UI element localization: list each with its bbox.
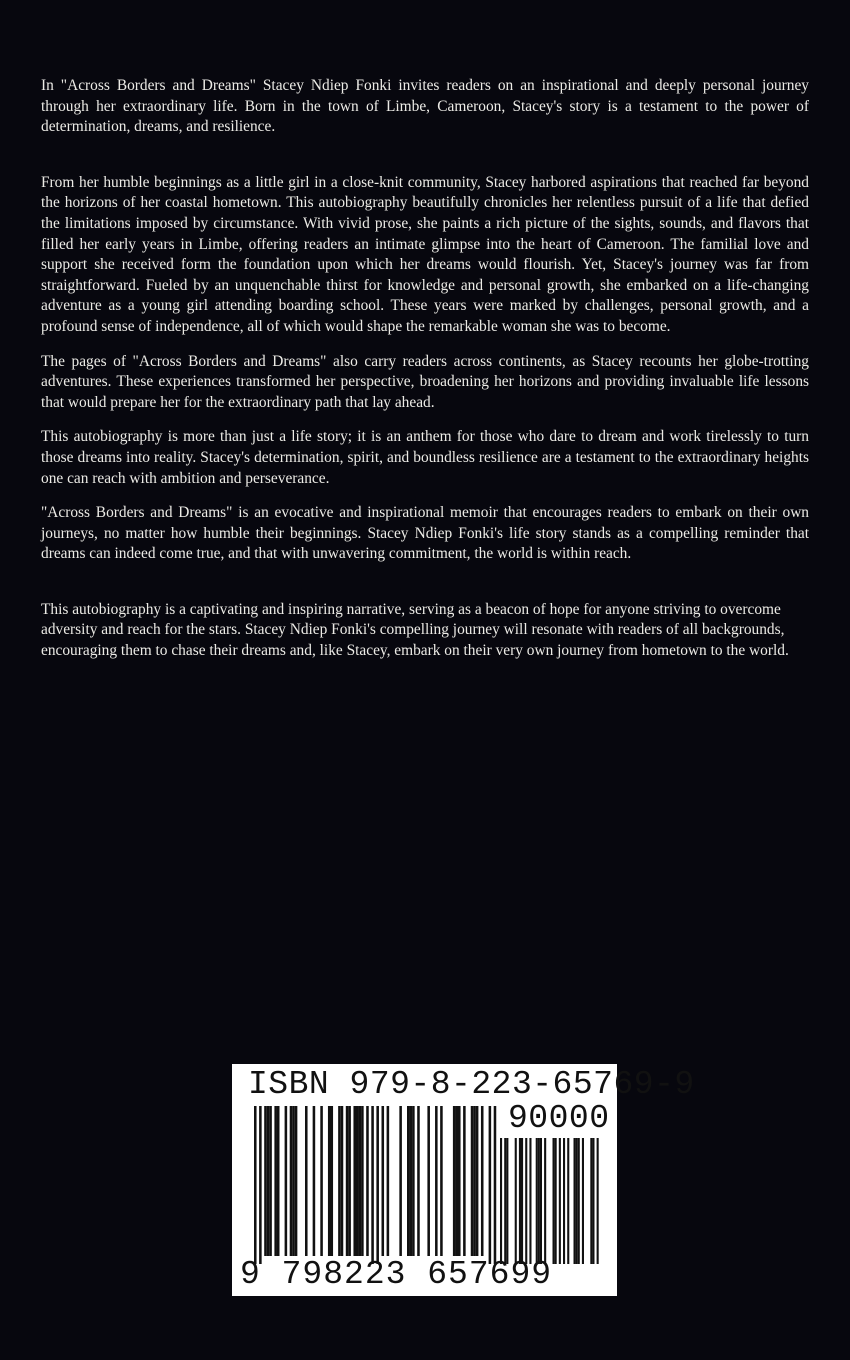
barcode-bar [582, 1138, 584, 1264]
barcode-bar [341, 1106, 344, 1256]
barcode-bar [471, 1106, 474, 1256]
barcode-bar [366, 1106, 369, 1256]
barcode-bar [515, 1138, 517, 1264]
barcode-bar [407, 1106, 410, 1256]
barcode-bar [476, 1106, 479, 1256]
blurb-paragraph-2: From her humble beginnings as a little girl in a close-knit community, Stacey harbored aspirations that reached far beyond the horizons of her coastal hometown. This autobiography beautifully chronicles her relentless pursuit of a life that defied the limitations imposed by circumstance. With vivid prose, she paints a rich picture of the sights, sounds, and flavors that filled her early years in Limbe, offering readers an intimate glimpse into the heart of Cameroon. The familial love and support she received form the foundation upon which her dreams would flourish. Yet, Stacey's journey was far from straightforward. Fueled by an unquenchable thirst for knowledge and personal growth, she embarked on a life-changing adventure as a young girl attending boarding school. These years were marked by challenges, personal growth, and a profound sense of independence, all of which would shape the remarkable woman she was to become. [41, 173, 809, 335]
barcode-bar [277, 1106, 280, 1256]
barcode-bar [356, 1106, 359, 1256]
barcode-bar [504, 1138, 506, 1264]
barcode-bar [500, 1138, 502, 1264]
barcode-bar [481, 1106, 484, 1256]
barcode-bar [458, 1106, 461, 1256]
barcode-bar [353, 1106, 356, 1256]
barcode-bar [592, 1138, 594, 1264]
barcode-bar [259, 1106, 262, 1264]
addon-bars [500, 1138, 599, 1264]
barcode-bar [576, 1138, 578, 1264]
barcode-bar [440, 1106, 443, 1256]
barcode-bar [559, 1138, 561, 1264]
barcode-bar [292, 1106, 295, 1256]
barcode-bar [290, 1106, 293, 1256]
blurb-paragraph-3: The pages of "Across Borders and Dreams" also carry readers across continents, as Stacey recounts her globe-trotting adventures. These experiences transformed her perspective, broadening her horizons and providing invaluable life lessons that would prepare her for the extraordinary path that lay ahead. [41, 352, 809, 411]
barcode-bar [417, 1106, 420, 1256]
barcode-bar [320, 1106, 323, 1256]
barcode-bar [387, 1106, 390, 1256]
barcode-bar [338, 1106, 341, 1256]
barcode-bar [264, 1106, 267, 1256]
barcode-bar [506, 1138, 508, 1264]
barcode-bar [529, 1138, 531, 1264]
barcode-bar [305, 1106, 308, 1256]
barcode-bar [285, 1106, 288, 1256]
barcode-bar [346, 1106, 349, 1256]
barcode-bar [269, 1106, 272, 1256]
barcode-bar [563, 1138, 565, 1264]
barcode-bar [348, 1106, 351, 1256]
barcode-bar [494, 1106, 497, 1264]
barcode-bar [525, 1138, 527, 1264]
barcode-bar [597, 1138, 599, 1264]
barcode-bar [453, 1106, 456, 1256]
barcode-bar [519, 1138, 521, 1264]
barcode-bar [382, 1106, 385, 1256]
isbn-label: ISBN 979-8-223-65769-9 [248, 1066, 695, 1103]
barcode-bar [427, 1106, 430, 1256]
barcode-bar [555, 1138, 557, 1264]
ean13-bars [254, 1106, 496, 1264]
blurb-paragraph-4: This autobiography is more than just a life story; it is an anthem for those who dare to dream and work tirelessly to turn those dreams into reality. Stacey's determination, spirit, and boundless resilience are a testament to the extraordinary heights one can reach with ambition and perseverance. [41, 428, 809, 487]
barcode-bar [578, 1138, 580, 1264]
barcode-bar [473, 1106, 476, 1256]
barcode-bar [410, 1106, 413, 1256]
barcode-bar [540, 1138, 542, 1264]
barcode-bar [455, 1106, 458, 1256]
blurb-paragraph-1: In "Across Borders and Dreams" Stacey Ndiep Fonki invites readers on an inspirational and deeply personal journey through her extraordinary life. Born in the town of Limbe, Cameroon, Stacey's story is a testament to the power of determination, dreams, and resilience. [41, 77, 809, 136]
barcode-bar [521, 1138, 523, 1264]
isbn-barcode [232, 1064, 695, 1296]
barcode-bar [567, 1138, 569, 1264]
barcode-bar [328, 1106, 331, 1256]
barcode-bar [412, 1106, 415, 1256]
barcode-bar [553, 1138, 555, 1264]
barcode-digits: 9 798223 657699 [240, 1256, 553, 1293]
barcode-bar [376, 1106, 379, 1264]
barcode-bar [359, 1106, 362, 1256]
barcode-bar [361, 1106, 364, 1256]
barcode-bar [538, 1138, 540, 1264]
barcode-bar [435, 1106, 438, 1256]
barcode-bar [295, 1106, 298, 1256]
barcode-bar [544, 1138, 546, 1264]
back-cover-blurb [41, 76, 809, 676]
barcode-bar [254, 1106, 257, 1264]
barcode-bar [399, 1106, 402, 1256]
barcode-bar [331, 1106, 334, 1256]
barcode-bar [489, 1106, 492, 1264]
barcode-bar [590, 1138, 592, 1264]
price-code: 90000 [508, 1100, 610, 1137]
barcode-bar [463, 1106, 466, 1256]
barcode-bar [274, 1106, 277, 1256]
barcode-bar [574, 1138, 576, 1264]
blurb-paragraph-5: "Across Borders and Dreams" is an evocative and inspirational memoir that encourages readers to embark on their own journeys, no matter how humble their beginnings. Stacey Ndiep Fonki's life story stands as a compelling reminder that dreams can indeed come true, and that with unwavering commitment, the world is within reach. [41, 504, 809, 563]
blurb-paragraph-6: This autobiography is a captivating and inspiring narrative, serving as a beacon of hope for anyone striving to overcome adversity and reach for the stars. Stacey Ndiep Fonki's compelling journey will resonate with readers of all backgrounds, encouraging them to chase their dreams and, like Stacey, embark on their very own journey from hometown to the world. [41, 600, 789, 660]
barcode-bar [371, 1106, 374, 1264]
barcode-bar [267, 1106, 270, 1256]
barcode-bar [536, 1138, 538, 1264]
barcode-bar [313, 1106, 316, 1256]
